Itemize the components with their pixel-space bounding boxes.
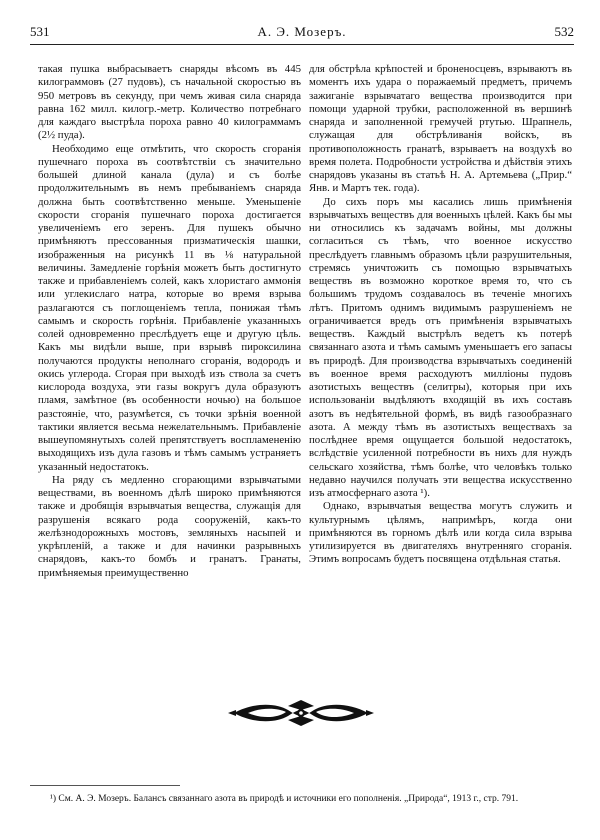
footnote: ¹) См. А. Э. Мозеръ. Балансъ связаннаго азота въ природѣ и источники его пополненія. „Природа“, 1913 г., стр. 791. bbox=[50, 794, 519, 804]
paragraph: Однако, взрывчатыя вещества могутъ служить и культурнымъ цѣлямъ, напримѣръ, когда они примѣняются въ горномъ дѣлѣ или когда сила взрыва утилизируется въ двигателяхъ внутренняго сгоранія. Этимъ вопросамъ будетъ посвящена отдѣльная статья. bbox=[309, 500, 572, 566]
page-number-left: 531 bbox=[30, 24, 50, 39]
right-column bbox=[309, 63, 572, 567]
ornament-icon bbox=[226, 698, 376, 728]
paragraph: До сихъ поръ мы касались лишь примѣненія взрывчатыхъ веществъ для военныхъ цѣлей. Какъ бы мы ни относились къ задачамъ войны, мы должны согласиться съ тѣмъ, что военное искусство преслѣдуетъ главнымъ образомъ цѣли разрушительныя, стремясь уничтожить съ помощью взрывчатыхъ веществъ въ возможно короткое время то, что съ большимъ трудомъ создавалось въ теченіе многихъ лѣтъ. Притомъ однимъ видимымъ разрушеніемъ не ограничивается вредъ отъ примѣненія взрывчатыхъ веществъ. Каждый выстрѣлъ ведетъ къ потерѣ связаннаго азота и тѣмъ самымъ уменьшаетъ его запасы въ природѣ. Для производства взрывчатыхъ соединеній въ военное время расходуютъ милліоны пудовъ азотистыхъ веществъ (селитры), которыя при ихъ использованіи выдѣляютъ входящій въ ихъ составъ азотъ въ недѣятельной формѣ, въ видѣ газообразнаго азота. А между тѣмъ въ азотистыхъ веществахъ за послѣднее время ощущается большой недостатокъ, вслѣдствіе усиленной потребности въ нихъ для нуждъ сельскаго хозяйства, тѣмъ болѣе, что человѣкъ только недавно научился получать эти вещества искусственно изъ атмосфернаго азота ¹). bbox=[309, 195, 572, 499]
footnote-divider bbox=[30, 785, 180, 786]
running-title: А. Э. Мозеръ. bbox=[257, 24, 347, 39]
page-number-right: 532 bbox=[554, 24, 574, 39]
paragraph: Необходимо еще отмѣтить, что скорость сгоранія пушечнаго пороха въ соотвѣтствіи съ значительно большей длиной канала (дула) и съ болѣе продолжительнымъ въ немъ пребываніемъ снаряда должна быть соотвѣтственно меньше. Уменьшеніе скорости сгоранія пушечнаго пороха достигается увеличеніемъ его зеренъ. Для пушекъ обычно примѣняютъ прессованныя призматическія шашки, изображенныя на рисункѣ 11 въ ⅛ натуральной величины. Замедленіе горѣнія можетъ быть достигнуто также и прибавленіемъ солей, какъ хлористаго аммонія или углекислаго натра, которые во время взрыва разлагаются съ поглощеніемъ тепла, понижая тѣмъ самымъ и скорость горѣнія. Прибавленіе указанныхъ солей одновременно преслѣдуетъ еще и другую цѣль. Какъ мы видѣли выше, при взрывѣ пироксилина получаются продукты неполнаго сгоранія, водородъ и окись углерода. Сгорая при выходѣ изъ ствола за счетъ кислорода воздуха, эти газы вокругъ дула образуютъ пламя, замѣтное (въ особенности ночью) на большое разстояніе, что, разумѣется, съ точки зрѣнія военной тактики является весьма нежелательнымъ. Прибавленіе вышеупомянутыхъ солей препятствуетъ воспламененію выходящихъ изъ дула газовъ и тѣмъ самымъ устраняетъ указанный недостатокъ. bbox=[38, 142, 301, 473]
left-column bbox=[38, 63, 301, 580]
running-header bbox=[30, 20, 574, 45]
paragraph: такая пушка выбрасываетъ снаряды вѣсомъ въ 445 килограммовъ (27 пудовъ), съ начальной скоростью въ 950 метровъ въ секунду, при чемъ живая сила снаряда равна 162 милл. килогр.-метр. Количество потребнаго для каждаго выстрѣла пороха равно 40 килограммамъ (2½ пуда). bbox=[38, 63, 301, 142]
paragraph: для обстрѣла крѣпостей и броненосцевъ, взрываютъ въ моментъ ихъ удара о поражаемый предметъ, причемъ зажиганіе взрывчатаго вещества производится при помощи ударной трубки, расположенной въ вершинѣ снаряда и заполненной гремучей ртутью. Шрапнель, служащая для обстрѣливанія войскъ, въ противоположность гранатѣ, взрываетъ на воздухѣ во время полета. Подробности устройства и дѣйствія этихъ снарядовъ указаны въ статьѣ Н. А. Артемьева („Прир.“ Янв. и Мартъ тек. года). bbox=[309, 63, 572, 195]
paragraph: На ряду съ медленно сгорающими взрывчатыми веществами, въ военномъ дѣлѣ широко примѣняются также и дробящія взрывчатыя вещества, служащія для разрушенія всякаго рода сооруженій, какъ-то желѣзнодорожныхъ мостовъ, земляныхъ насыпей и укрѣпленій, а также и для начинки разрывныхъ снарядовъ, какъ-то бомбъ и гранатъ. Гранаты, примѣняемыя преимущественно bbox=[38, 473, 301, 579]
